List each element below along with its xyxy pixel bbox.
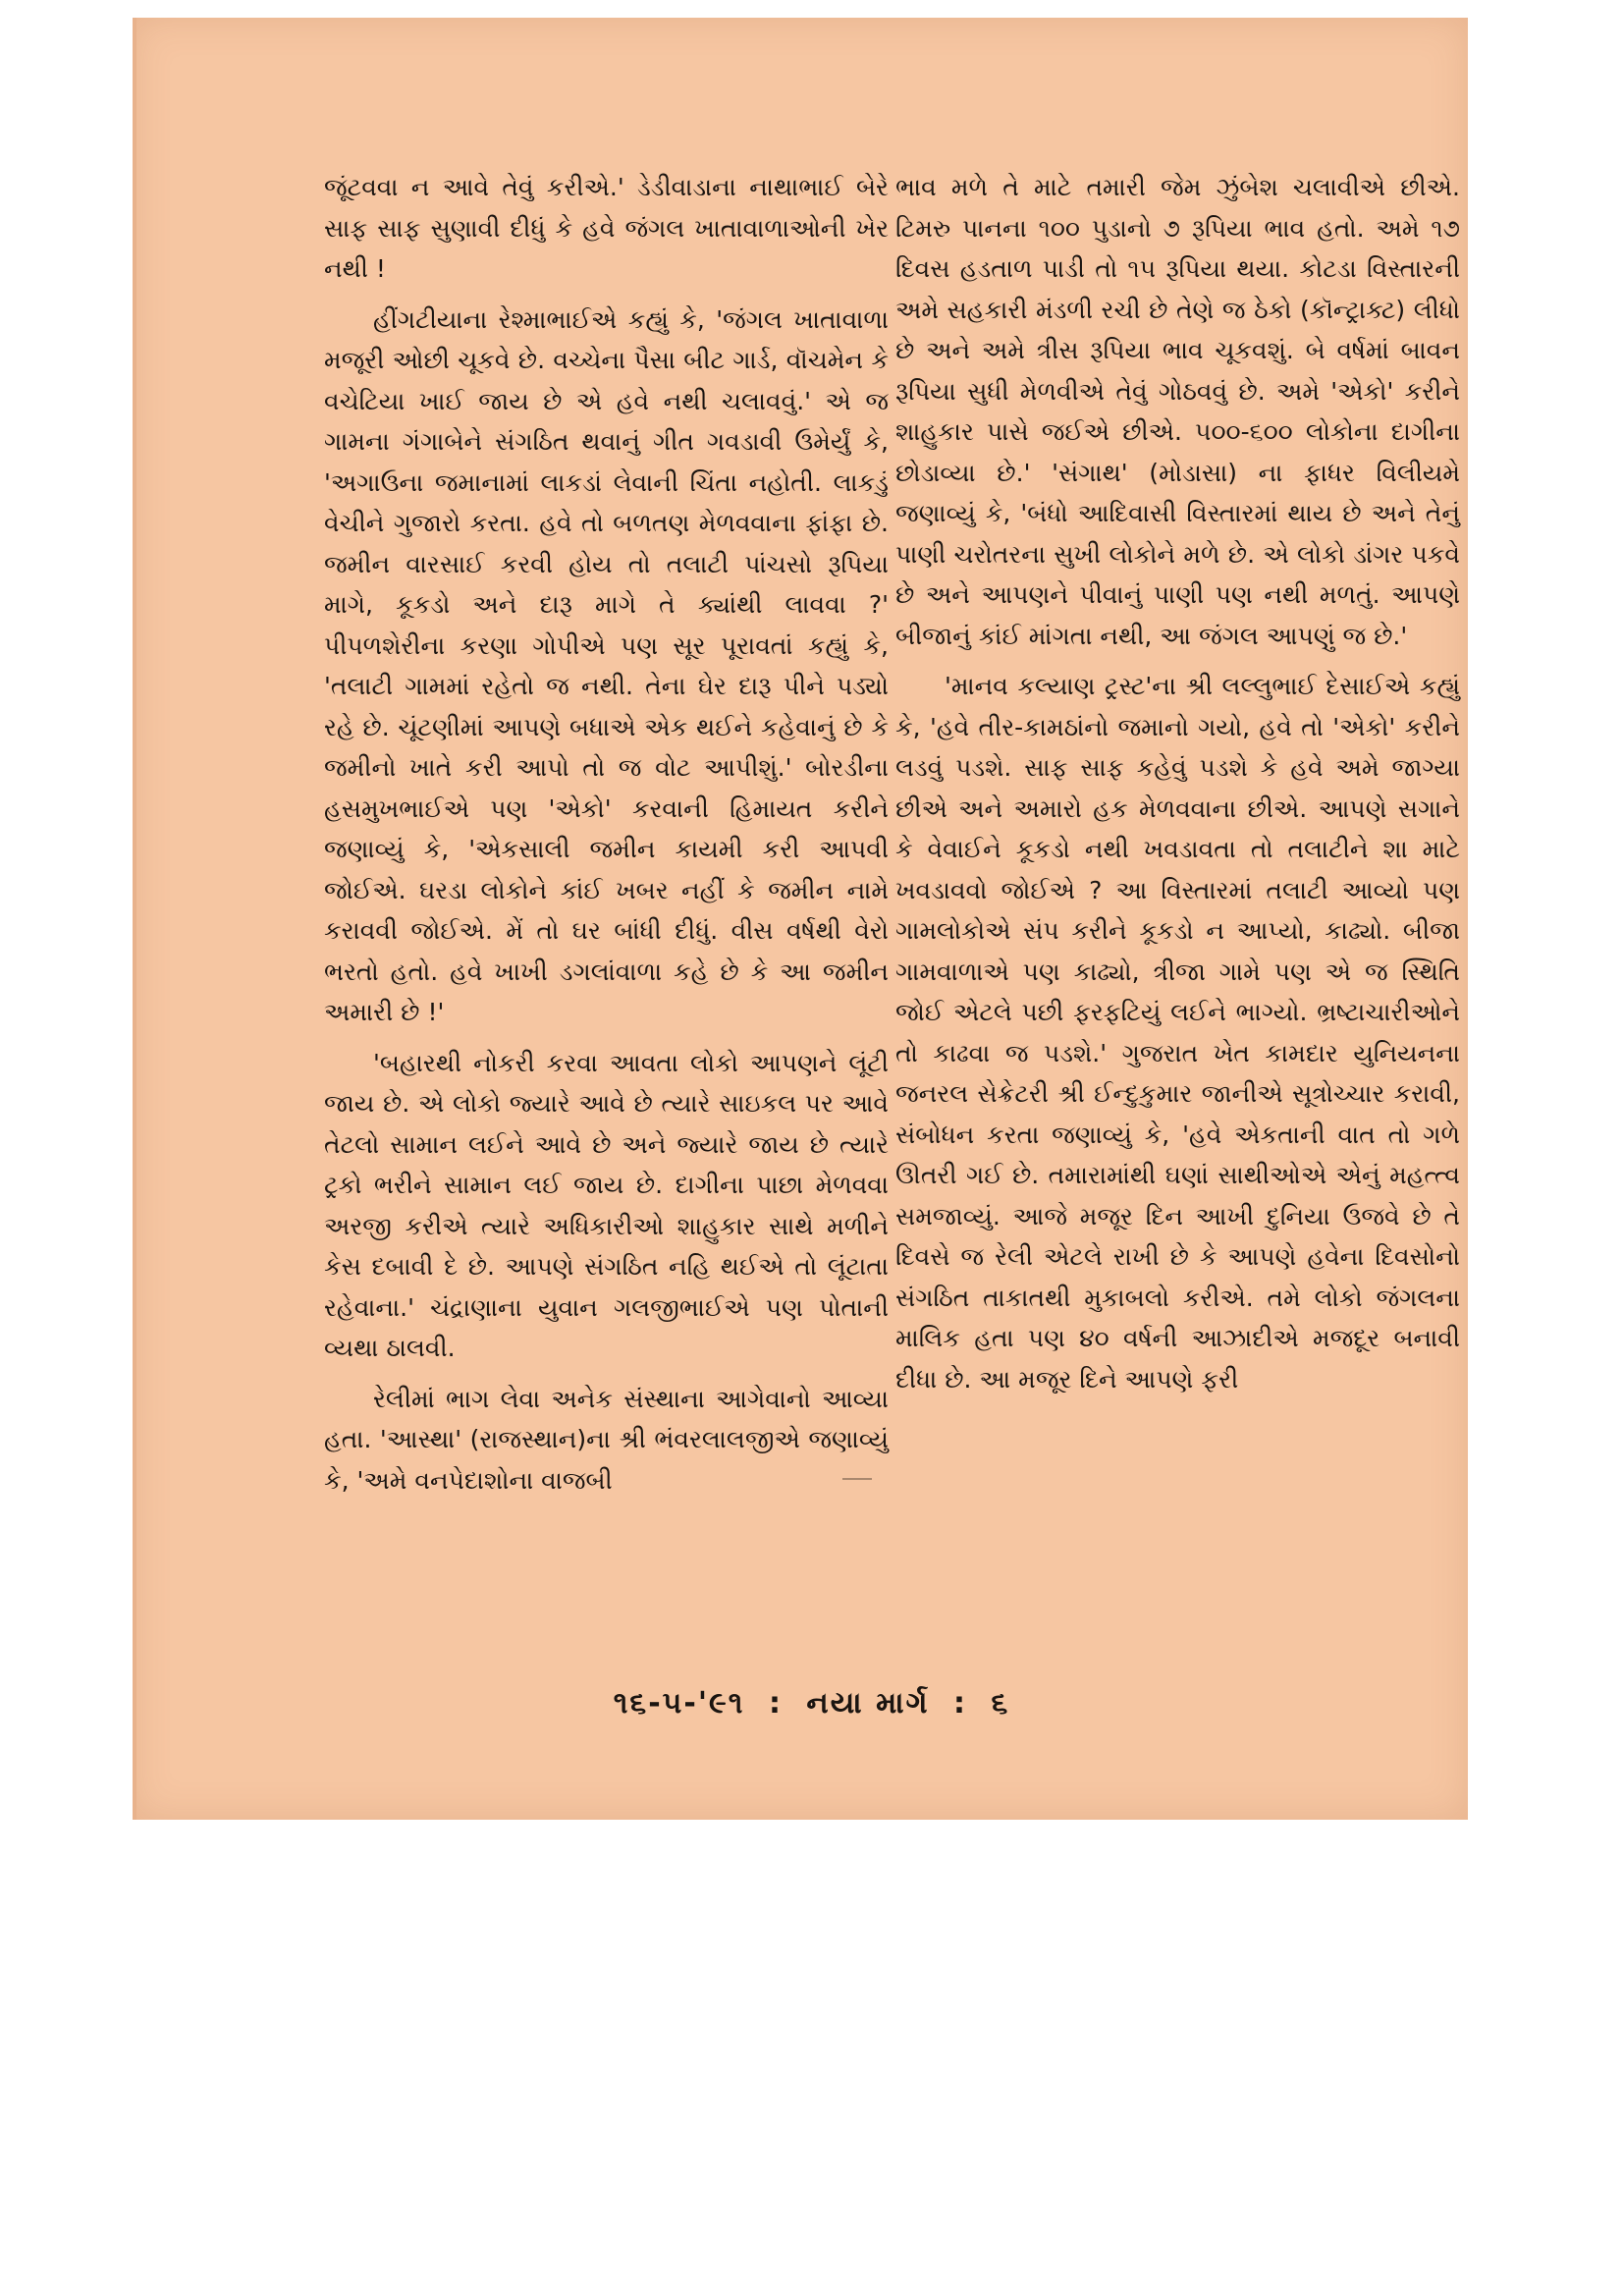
footer-separator: :	[768, 1686, 783, 1721]
paragraph: ભાવ મળે તે માટે તમારી જેમ ઝુંબેશ ચલાવીએ છીએ. ટિમરુ પાનના ૧૦૦ પુડાનો ૭ રૂપિયા ભાવ હતો. અમે ૧૭ દિવસ હડતાળ પાડી તો ૧૫ રૂપિયા થયા. કોટડા વિસ્તારની અમે સહકારી મંડળી રચી છે તેણે જ ઠેકો (કૉન્ટ્રાક્ટ) લીધો છે અને અમે ત્રીસ રૂપિયા ભાવ ચૂકવશું. બે વર્ષમાં બાવન રૂપિયા સુધી મેળવીએ તેવું ગોઠવવું છે. અમે 'એકો' કરીને શાહુકાર પાસે જઈએ છીએ. ૫૦૦-૬૦૦ લોકોના દાગીના છોડાવ્યા છે.' 'સંગાથ' (મોડાસા) ના ફાધર વિલીયમે જણાવ્યું કે, 'બંધો આદિવાસી વિસ્તારમાં થાય છે અને તેનું પાણી ચરોતરના સુખી લોકોને મળે છે. એ લોકો ડાંગર પકવે છે અને આપણને પીવાનું પાણી પણ નથી મળતું. આપણે બીજાનું કાંઈ માંગતા નથી, આ જંગલ આપણું જ છે.'	[895, 173, 1460, 650]
paragraph: હીંગટીયાના રેશ્માભાઈએ કહ્યું કે, 'જંગલ ખાતાવાળા મજૂરી ઓછી ચૂકવે છે. વચ્ચેના પૈસા બીટ ગાર્ડ, વૉચમેન કે વચેટિયા ખાઈ જાય છે એ હવે નથી ચલાવવું.' એ જ ગામના ગંગાબેને સંગઠિત થવાનું ગીત ગવડાવી ઉમેર્યું કે, 'અગાઉના જમાનામાં લાકડાં લેવાની ચિંતા નહોતી. લાકડું વેચીને ગુજારો કરતા. હવે તો બળતણ મેળવવાના ફાંફા છે. જમીન વારસાઈ કરવી હોય તો તલાટી પાંચસો રૂપિયા માગે, કૂકડો અને દારૂ માગે તે ક્યાંથી લાવવા ?' પીપળશેરીના કરણા ગોપીએ પણ સૂર પૂરાવતાં કહ્યું કે, 'તલાટી ગામમાં રહેતો જ નથી. તેના ઘેર દારૂ પીને પડ્યો રહે છે. ચૂંટણીમાં આપણે બધાએ એક થઈને કહેવાનું છે કે જમીનો ખાતે કરી આપો તો જ વોટ આપીશું.' બોરડીના હસમુખભાઈએ પણ 'એકો' કરવાની હિમાયત કરીને જણાવ્યું કે, 'એકસાલી જમીન કાયમી કરી આપવી જોઈએ. ઘરડા લોકોને કાંઈ ખબર નહીં કે જમીન નામે કરાવવી જોઈએ. મેં તો ઘર બાંધી દીધું. વીસ વર્ષથી વેરો ભરતો હતો. હવે ખાખી ડગલાંવાળા કહે છે કે આ જમીન અમારી છે !'	[324, 304, 889, 1026]
paragraph: 'બહારથી નોકરી કરવા આવતા લોકો આપણને લૂંટી જાય છે. એ લોકો જ્યારે આવે છે ત્યારે સાઇકલ પર આવે તેટલો સામાન લઈને આવે છે અને જ્યારે જાય છે ત્યારે ટ્રકો ભરીને સામાન લઈ જાય છે. દાગીના પાછા મેળવવા અરજી કરીએ ત્યારે અધિકારીઓ શાહુકાર સાથે મળીને કેસ દબાવી દે છે. આપણે સંગઠિત નહિ થઈએ તો લૂંટાતા રહેવાના.' ચંદ્રાણાના યુવાન ગલજીભાઈએ પણ પોતાની વ્યથા ઠાલવી.	[324, 1048, 889, 1362]
left-column	[324, 167, 889, 1510]
right-column	[895, 167, 1460, 1409]
paragraph: જૂંટવવા ન આવે તેવું કરીએ.' ડેડીવાડાના નાથાભાઈ બેરે સાફ સાફ સુણાવી દીધું કે હવે જંગલ ખાતાવાળાઓની ખેર નથી !	[324, 173, 889, 283]
column-divider-mark	[842, 1478, 872, 1480]
page-number: ૬	[991, 1686, 1010, 1721]
footer-separator: :	[953, 1686, 967, 1721]
page-footer	[0, 1686, 1623, 1721]
footer-publication: નયા માર્ગ	[806, 1686, 930, 1721]
paragraph: 'માનવ કલ્યાણ ટ્રસ્ટ'ના શ્રી લલ્લુભાઈ દેસાઈએ કહ્યું કે, 'હવે તીર-કામઠાંનો જમાનો ગયો, હવે તો 'એકો' કરીને લડવું પડશે. સાફ સાફ કહેવું પડશે કે હવે અમે જાગ્યા છીએ અને અમારો હક મેળવવાના છીએ. આપણે સગાને કે વેવાઈને કૂકડો નથી ખવડાવતા તો તલાટીને શા માટે ખવડાવવો જોઈએ ? આ વિસ્તારમાં તલાટી આવ્યો પણ ગામલોકોએ સંપ કરીને કૂકડો ન આપ્યો, કાઢ્યો. બીજા ગામવાળાએ પણ કાઢ્યો, ત્રીજા ગામે પણ એ જ સ્થિતિ જોઈ એટલે પછી ફરફટિયું લઈને ભાગ્યો. ભ્રષ્ટાચારીઓને તો કાઢવા જ પડશે.' ગુજરાત ખેત કામદાર યુનિયનના જનરલ સેક્રેટરી શ્રી ઈન્દુકુમાર જાનીએ સૂત્રોચ્ચાર કરાવી, સંબોધન કરતા જણાવ્યું કે, 'હવે એકતાની વાત તો ગળે ઊતરી ગઈ છે. તમારામાંથી ઘણાં સાથીઓએ એનું મહત્ત્વ સમજાવ્યું. આજે મજૂર દિન આખી દુનિયા ઉજવે છે તે દિવસે જ રેલી એટલે રાખી છે કે આપણે હવેના દિવસોનો સંગઠિત તાકાતથી મુકાબલો કરીએ. તમે લોકો જંગલના માલિક હતા પણ ૪૦ વર્ષની આઝાદીએ મજદૂર બનાવી દીધા છે. આ મજૂર દિને આપણે ફરી	[895, 672, 1460, 1394]
paper-edge	[133, 18, 136, 1820]
footer-date: ૧૬-૫-'૯૧	[613, 1686, 745, 1721]
paragraph: રેલીમાં ભાગ લેવા અનેક સંસ્થાના આગેવાનો આવ્યા હતા. 'આસ્થા' (રાજસ્થાન)ના શ્રી ભંવરલાલજીએ જણાવ્યું કે, 'અમે વનપેદાશોના વાજબી	[324, 1384, 889, 1495]
